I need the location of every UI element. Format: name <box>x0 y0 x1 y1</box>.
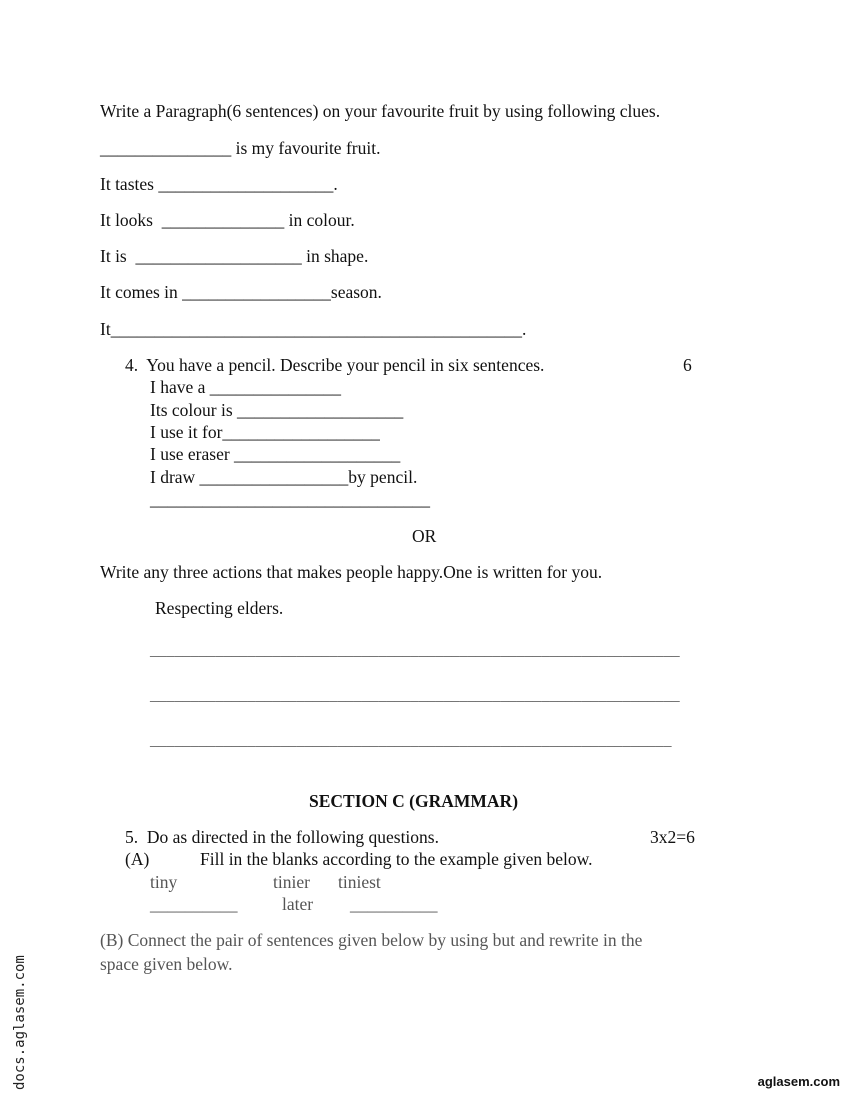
part-a-text: Fill in the blanks according to the example given below. <box>200 849 593 869</box>
or-label: OR <box>412 526 437 546</box>
part-b-text-line-1: (B) Connect the pair of sentences given below by using but and rewrite in the <box>100 930 643 950</box>
example-word-tiniest: tiniest <box>338 872 381 892</box>
part-a-label: (A) <box>125 849 150 869</box>
part-b-text-line-2: space given below. <box>100 954 233 974</box>
fruit-clue-4: It is ___________________ in shape. <box>100 246 369 266</box>
actions-blank-line-2: _________________________________________________________________ <box>150 687 680 704</box>
question-4-text: 4. You have a pencil. Describe your pencil in six sentences. <box>125 355 545 375</box>
bottom-right-watermark: aglasem.com <box>757 1074 840 1089</box>
answer-blank-1: __________ <box>150 894 238 914</box>
actions-task-heading: Write any three actions that makes people happy.One is written for you. <box>100 562 603 582</box>
actions-example: Respecting elders. <box>155 598 284 618</box>
section-c-title: SECTION C (GRAMMAR) <box>309 791 519 811</box>
question-5-text: 5. Do as directed in the following questions. <box>125 827 439 847</box>
question-5-marks: 3x2=6 <box>650 827 695 847</box>
example-word-tiny: tiny <box>150 872 178 892</box>
fruit-clue-5: It comes in _________________season. <box>100 282 382 302</box>
pencil-line-1: I have a _______________ <box>150 377 342 397</box>
pencil-line-3: I use it for__________________ <box>150 422 380 442</box>
fruit-clue-1: _______________ is my favourite fruit. <box>100 138 381 158</box>
pencil-line-2: Its colour is ___________________ <box>150 400 404 420</box>
answer-word-later: later <box>282 894 314 914</box>
actions-blank-line-3: ________________________________________________________________ <box>150 732 672 749</box>
answer-blank-2: __________ <box>350 894 438 914</box>
side-watermark: docs.aglasem.com <box>12 955 28 1090</box>
fruit-clue-6: It_______________________________________________. <box>100 319 527 339</box>
actions-blank-line-1: _________________________________________________________________ <box>150 642 680 659</box>
fruit-clue-3: It looks ______________ in colour. <box>100 210 355 230</box>
pencil-line-6: ________________________________ <box>150 489 430 509</box>
pencil-line-4: I use eraser ___________________ <box>150 444 401 464</box>
paragraph-task-heading: Write a Paragraph(6 sentences) on your favourite fruit by using following clues. <box>100 101 661 121</box>
question-4-marks: 6 <box>683 355 692 375</box>
fruit-clue-2: It tastes ____________________. <box>100 174 338 194</box>
pencil-line-5: I draw _________________by pencil. <box>150 467 418 487</box>
example-word-tinier: tinier <box>273 872 310 892</box>
